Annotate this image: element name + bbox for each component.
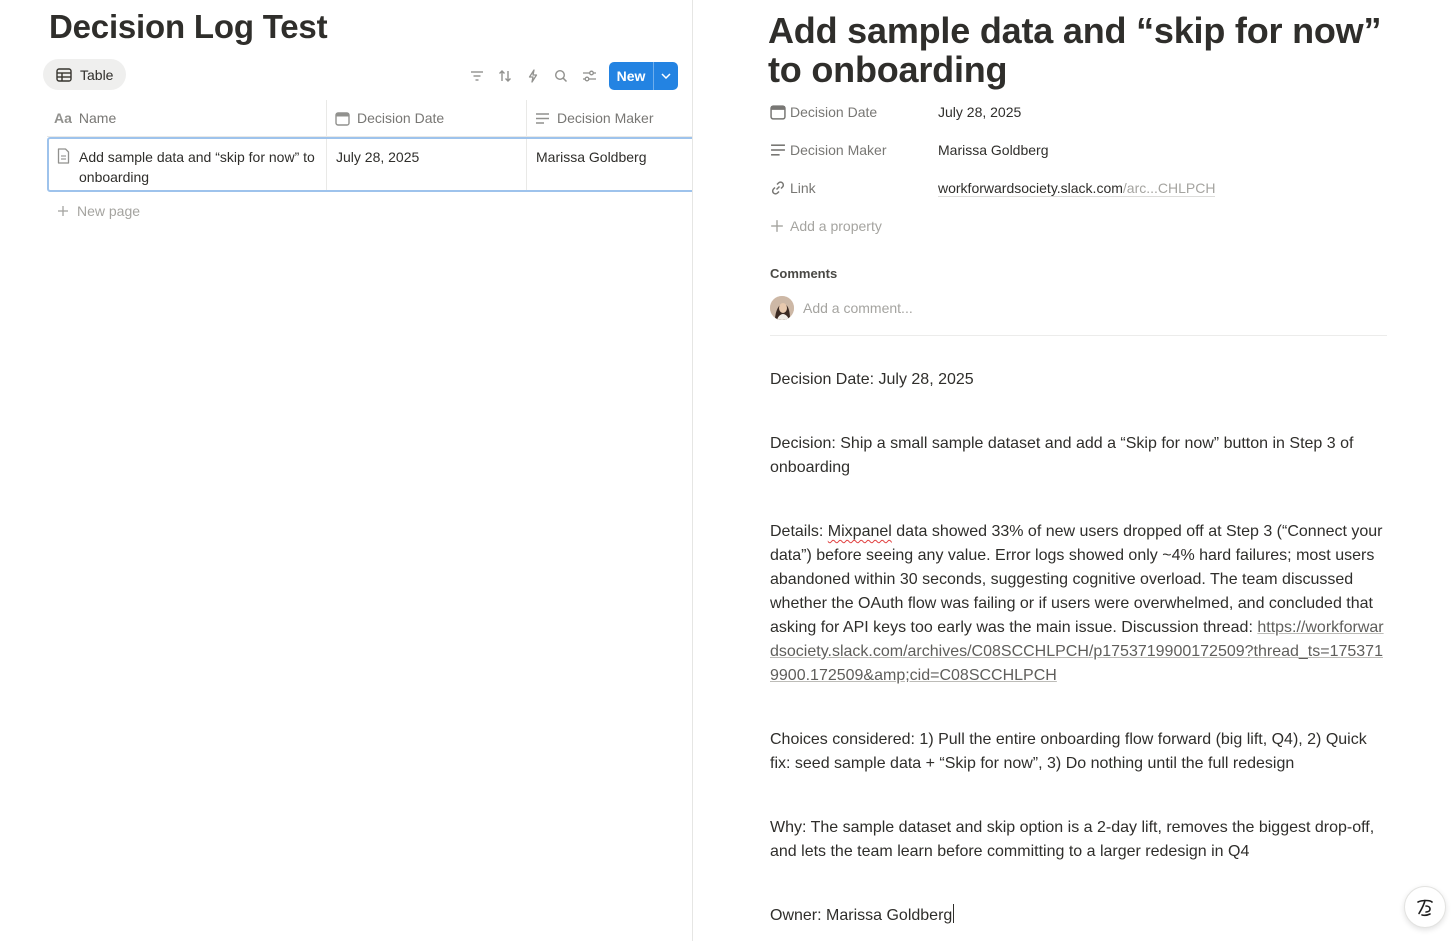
new-page-button[interactable] (57, 203, 140, 219)
filter-icon[interactable] (463, 62, 491, 90)
text-aa-icon: Aa (54, 110, 72, 126)
cell-name[interactable] (49, 139, 326, 190)
table-view-tab[interactable] (43, 59, 126, 90)
table-row[interactable] (47, 137, 693, 192)
new-button-label[interactable]: New (616, 68, 646, 84)
add-property-button[interactable] (770, 207, 1390, 245)
row-name-text: Add sample data and “skip for now” to onboarding (79, 149, 315, 185)
page-body[interactable] (770, 368, 1385, 928)
cell-decision-maker[interactable]: Marissa Goldberg (526, 139, 693, 190)
page-doc-icon (57, 148, 70, 164)
search-icon[interactable] (547, 62, 575, 90)
calendar-icon (335, 111, 350, 126)
notion-ai-face-icon (1413, 895, 1437, 919)
table-icon (56, 68, 72, 82)
property-label: Link (790, 180, 816, 196)
property-name[interactable] (770, 180, 938, 196)
discussion-thread-link[interactable]: https://workforwardsociety.slack.com/archives/C08SCCHLPCH/p1753719900172509?thread_ts=1753719900.172509&amp;cid=C08SCCHLPCH (770, 619, 1384, 684)
property-label: Decision Date (790, 104, 878, 120)
page-properties (770, 93, 1390, 245)
comments-heading: Comments (770, 266, 838, 281)
body-owner[interactable] (770, 904, 1385, 928)
owner-text: Owner: Marissa Goldberg (770, 907, 953, 924)
body-decision[interactable]: Decision: Ship a small sample dataset and add a “Skip for now” button in Step 3 of onboarding (770, 435, 1354, 476)
avatar (770, 296, 794, 320)
body-decision-date[interactable]: Decision Date: July 28, 2025 (770, 371, 974, 388)
add-property-label: Add a property (790, 218, 882, 234)
chevron-down-icon[interactable] (654, 62, 678, 90)
database-table (47, 100, 693, 185)
column-header-label: Name (78, 110, 117, 126)
property-value[interactable]: July 28, 2025 (938, 104, 1022, 120)
details-prefix: Details: (770, 523, 828, 540)
database-toolbar (463, 62, 603, 90)
new-button[interactable] (609, 62, 678, 90)
database-title[interactable]: Decision Log Test (49, 8, 328, 45)
column-header-name[interactable] (47, 100, 326, 136)
property-link-value[interactable] (938, 180, 1215, 196)
body-why[interactable]: Why: The sample dataset and skip option is a 2-day lift, removes the biggest drop-off, and lets the team learn before committing to a larger redesign in Q4 (770, 819, 1375, 860)
text-lines-icon (770, 143, 786, 157)
property-name[interactable] (770, 142, 938, 158)
cell-decision-date[interactable]: July 28, 2025 (326, 139, 526, 190)
body-choices[interactable]: Choices considered: 1) Pull the entire onboarding flow forward (big lift, Q4), 2) Quick fix: seed sample data + “Skip for now”, 3) Do nothing until the full redesign (770, 731, 1367, 772)
plus-icon (57, 205, 69, 217)
link-domain[interactable]: workforwardsociety.slack.com (938, 180, 1123, 196)
column-header-decision-date[interactable] (326, 100, 526, 136)
column-header-decision-maker[interactable] (526, 100, 693, 136)
property-value[interactable]: Marissa Goldberg (938, 142, 1049, 158)
calendar-icon (770, 104, 786, 120)
misspelled-word[interactable]: Mixpanel (827, 523, 892, 540)
database-view (0, 0, 693, 941)
text-lines-icon (535, 112, 550, 125)
comment-input-row[interactable] (770, 296, 913, 320)
settings-sliders-icon[interactable] (575, 62, 603, 90)
property-label: Decision Maker (790, 142, 887, 158)
new-page-label: New page (77, 203, 141, 219)
page-peek-panel (692, 0, 1456, 941)
page-title[interactable]: Add sample data and “skip for now” to onboarding (768, 10, 1382, 90)
property-decision-maker[interactable] (770, 131, 1390, 169)
link-icon (770, 180, 786, 196)
column-header-label: Decision Date (357, 110, 445, 126)
text-cursor (953, 904, 954, 923)
details-text: data showed 33% of new users dropped off at Step 3 (“Connect your data”) before seeing any value. Error logs showed only ~4% hard failures; most users abandoned within 30 seconds, suggesting cognitive overload. The team discussed whether the OAuth flow was failing or if users were overwhelmed, and concluded that asking for API keys too early was the main issue. Discussion thread: (770, 523, 1383, 636)
notion-ai-button[interactable] (1404, 886, 1446, 928)
automation-bolt-icon[interactable] (519, 62, 547, 90)
table-header (47, 100, 693, 137)
table-view-label: Table (80, 66, 114, 83)
body-details[interactable] (770, 520, 1385, 688)
property-decision-date[interactable] (770, 93, 1390, 131)
property-link[interactable] (770, 169, 1390, 207)
divider (770, 335, 1387, 336)
link-path[interactable]: /arc...CHLPCH (1122, 180, 1216, 196)
property-name[interactable] (770, 104, 938, 120)
column-header-label: Decision Maker (557, 110, 654, 126)
plus-icon (770, 219, 784, 233)
sort-icon[interactable] (491, 62, 519, 90)
comment-input[interactable]: Add a comment... (803, 300, 913, 316)
